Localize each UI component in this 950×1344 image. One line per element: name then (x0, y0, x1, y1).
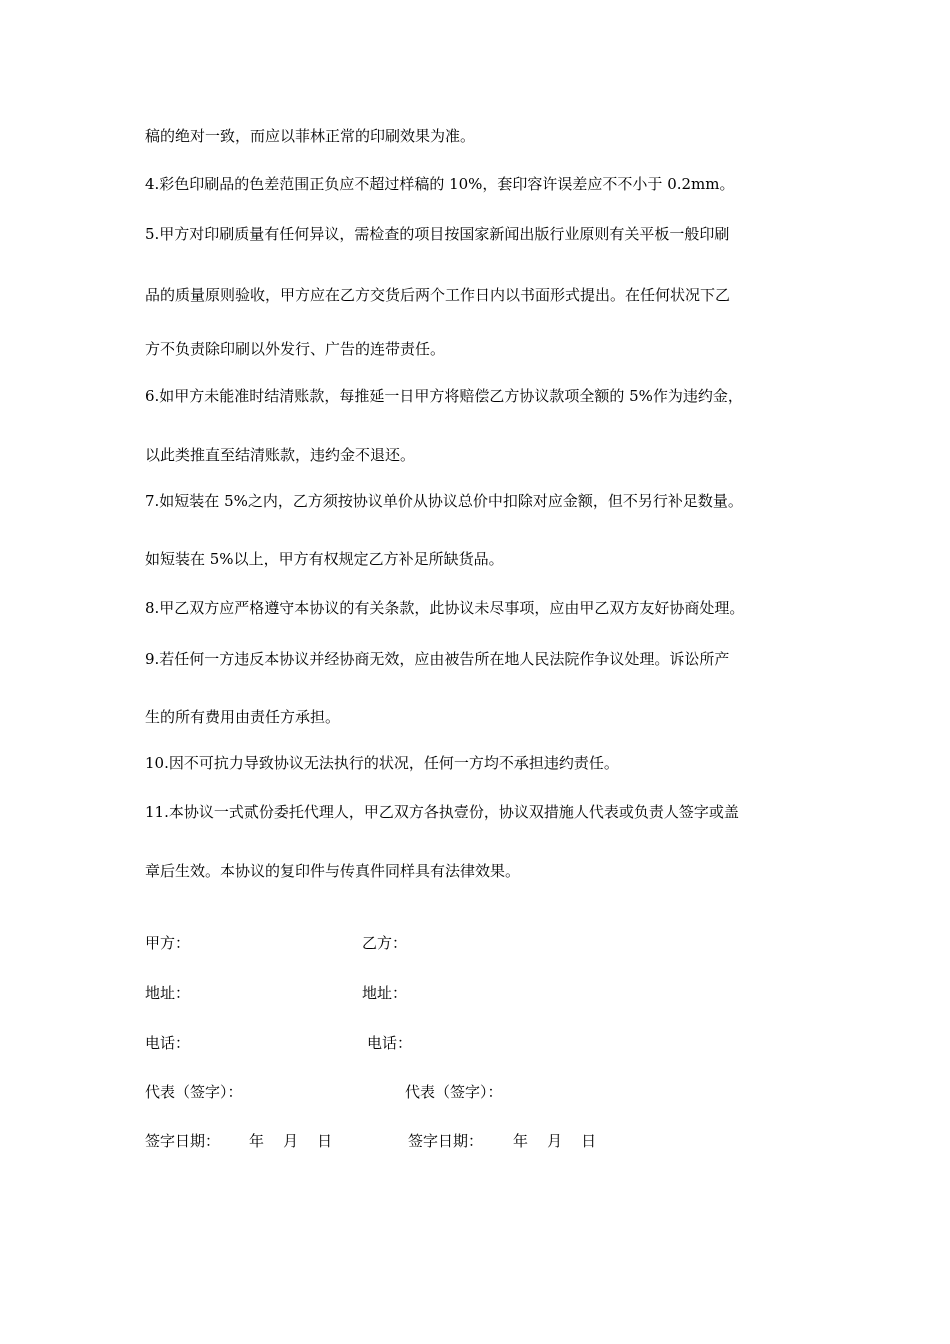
party-a-date-label: 签字日期： (145, 1132, 221, 1150)
clause-line: 5.甲方对印刷质量有任何异议，需检查的项目按国家新闻出版行业原则有关平板一般印刷 (145, 225, 730, 243)
party-b-address-label: 地址： (362, 984, 408, 1002)
party-b-date-label: 签字日期： (408, 1132, 484, 1150)
party-a-date-units: 年 月 日 (249, 1132, 333, 1150)
clause-line: 11.本协议一式贰份委托代理人，甲乙双方各执壹份，协议双措施人代表或负责人签字或盖 (145, 803, 739, 821)
clause-line: 章后生效。本协议的复印件与传真件同样具有法律效果。 (145, 862, 521, 880)
clause-line: 8.甲乙双方应严格遵守本协议的有关条款，此协议未尽事项，应由甲乙双方友好协商处理。 (145, 599, 745, 617)
party-b-date-units: 年 月 日 (513, 1132, 597, 1150)
party-b-phone-label: 电话： (367, 1034, 413, 1052)
party-a-phone-label: 电话： (145, 1034, 191, 1052)
clause-line: 方不负责除印刷以外发行、广告的连带责任。 (145, 340, 446, 358)
party-a-name-label: 甲方： (145, 934, 191, 952)
clause-line: 7.如短装在 5%之内，乙方须按协议单价从协议总价中扣除对应金额，但不另行补足数量。 (145, 492, 743, 510)
clause-line: 稿的绝对一致，而应以菲林正常的印刷效果为准。 (145, 127, 476, 145)
clause-line: 以此类推直至结清账款，违约金不退还。 (145, 446, 416, 464)
clause-line: 4.彩色印刷品的色差范围正负应不超过样稿的 10%，套印容许误差应不不小于 0.2mm。 (145, 175, 735, 193)
clause-line: 生的所有费用由责任方承担。 (145, 708, 341, 726)
clause-line: 9.若任何一方违反本协议并经协商无效，应由被告所在地人民法院作争议处理。诉讼所产 (145, 650, 730, 668)
clause-line: 6.如甲方未能准时结清账款，每推延一日甲方将赔偿乙方协议款项全额的 5%作为违约金， (145, 387, 743, 405)
clause-line: 10.因不可抗力导致协议无法执行的状况，任何一方均不承担违约责任。 (145, 754, 619, 772)
clause-line: 如短装在 5%以上，甲方有权规定乙方补足所缺货品。 (145, 550, 504, 568)
party-a-representative-label: 代表（签字）： (145, 1083, 243, 1101)
party-b-name-label: 乙方： (362, 934, 408, 952)
party-a-address-label: 地址： (145, 984, 191, 1002)
party-b-representative-label: 代表（签字）： (405, 1083, 503, 1101)
clause-line: 品的质量原则验收，甲方应在乙方交货后两个工作日内以书面形式提出。在任何状况下乙 (145, 286, 731, 304)
